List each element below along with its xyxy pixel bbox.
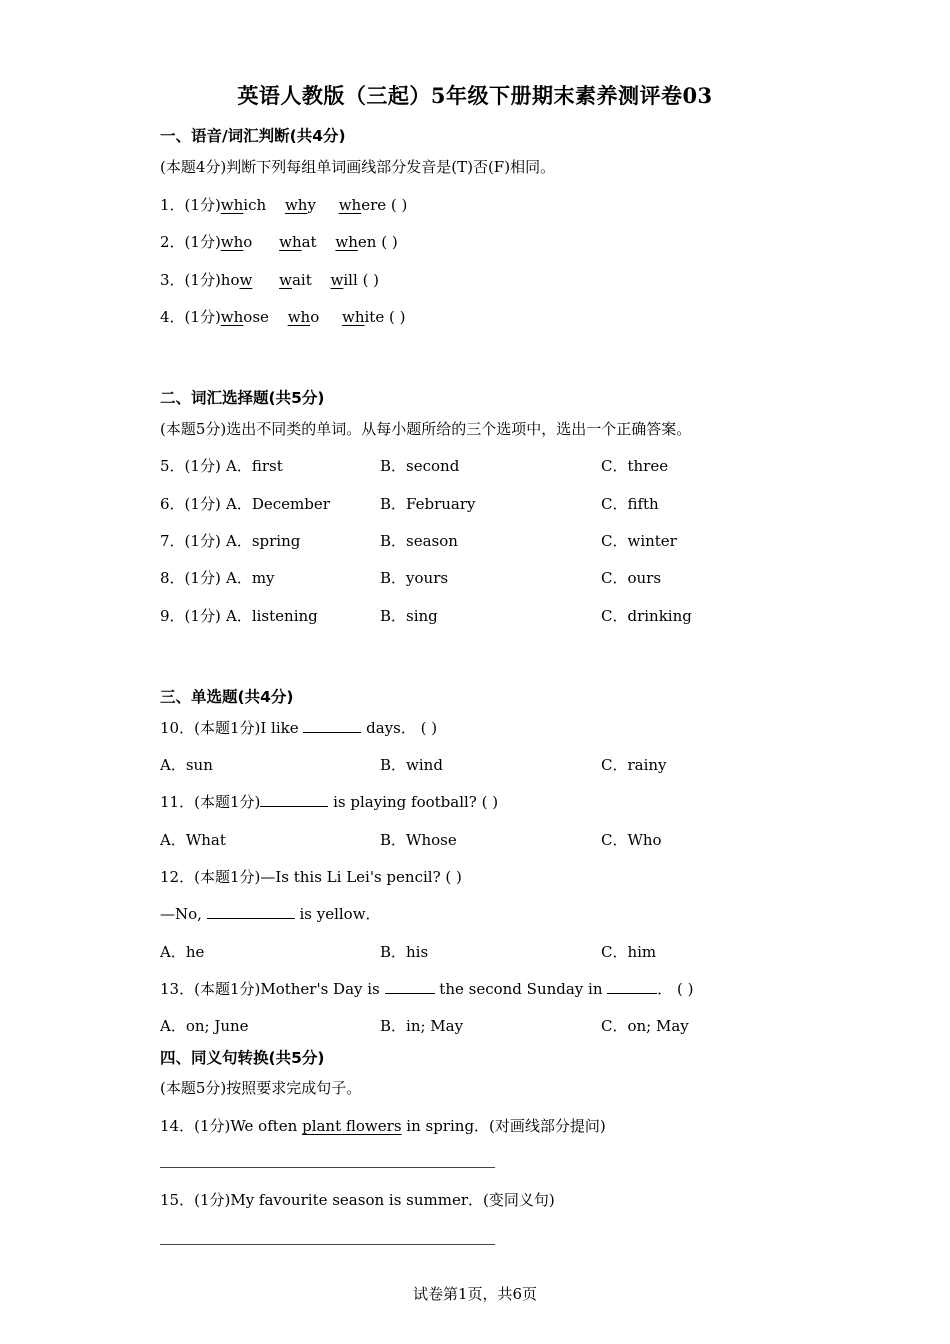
question-11: 11．(本题1分) is playing football? ( ) <box>160 793 499 811</box>
option-a[interactable]: A．spring <box>226 532 301 550</box>
option-c[interactable]: C．on; May <box>601 1017 689 1035</box>
page-title: 英语人教版（三起）5年级下册期末素养测评卷03 <box>237 83 713 108</box>
option-a[interactable]: A．first <box>226 457 283 475</box>
option-b[interactable]: B．season <box>380 532 458 550</box>
question-7: 7．(1分) <box>160 532 221 550</box>
answer-paren[interactable]: ( ) <box>390 196 408 214</box>
section-2-instruction: (本题5分)选出不同类的单词。从每小题所给的三个选项中，选出一个正确答案。 <box>160 420 692 438</box>
section-2-heading: 二、词汇选择题(共5分) <box>160 389 325 407</box>
option-c[interactable]: C．fifth <box>601 495 659 513</box>
question-4: 4．(1分)whose who white ( ) <box>160 308 406 326</box>
answer-paren[interactable]: ( ) <box>362 271 380 289</box>
option-c[interactable]: C．three <box>601 457 669 475</box>
option-c[interactable]: C．Who <box>601 831 662 849</box>
question-15: 15．(1分)My favourite season is summer．(变同义句) <box>160 1191 555 1209</box>
option-c[interactable]: C．rainy <box>601 756 667 774</box>
answer-line[interactable] <box>160 1167 495 1168</box>
question-10: 10．(本题1分)I like days． ( ) <box>160 719 438 737</box>
question-6: 6．(1分) <box>160 495 221 513</box>
answer-paren[interactable]: ( ) <box>388 308 406 326</box>
option-a[interactable]: A．sun <box>160 756 213 774</box>
question-8: 8．(1分) <box>160 569 221 587</box>
question-5: 5．(1分) <box>160 457 221 475</box>
option-a[interactable]: A．What <box>160 831 226 849</box>
option-a[interactable]: A．my <box>226 569 275 587</box>
option-c[interactable]: C．ours <box>601 569 662 587</box>
option-c[interactable]: C．drinking <box>601 607 692 625</box>
option-b[interactable]: B．in; May <box>380 1017 464 1035</box>
section-4-instruction: (本题5分)按照要求完成句子。 <box>160 1079 362 1097</box>
option-a[interactable]: A．on; June <box>160 1017 249 1035</box>
question-13: 13．(本题1分)Mother's Day is the second Sunday in ． ( ) <box>160 980 694 998</box>
page-footer: 试卷第1页，共6页 <box>412 1285 538 1303</box>
fill-blank[interactable] <box>260 791 328 807</box>
option-c[interactable]: C．winter <box>601 532 677 550</box>
fill-blank[interactable] <box>607 978 657 994</box>
question-9: 9．(1分) <box>160 607 221 625</box>
option-b[interactable]: B．yours <box>380 569 449 587</box>
fill-blank[interactable] <box>385 978 435 994</box>
option-b[interactable]: B．Whose <box>380 831 457 849</box>
option-b[interactable]: B．wind <box>380 756 443 774</box>
question-12-line-2: —No, is yellow． <box>160 905 381 923</box>
question-14: 14．(1分)We often plant flowers in spring．(对画线部分提问) <box>160 1117 606 1135</box>
option-b[interactable]: B．second <box>380 457 460 475</box>
answer-paren[interactable]: ( ) <box>381 233 398 251</box>
section-3-heading: 三、单选题(共4分) <box>160 688 294 706</box>
fill-blank[interactable] <box>207 903 295 919</box>
section-1-heading: 一、语音/词汇判断(共4分) <box>160 127 346 145</box>
option-b[interactable]: B．his <box>380 943 429 961</box>
section-1-instruction: (本题4分)判断下列每组单词画线部分发音是(T)否(F)相同。 <box>160 158 556 176</box>
option-a[interactable]: A．he <box>160 943 205 961</box>
option-a[interactable]: A．December <box>226 495 330 513</box>
option-c[interactable]: C．him <box>601 943 657 961</box>
option-b[interactable]: B．February <box>380 495 476 513</box>
option-b[interactable]: B．sing <box>380 607 438 625</box>
option-a[interactable]: A．listening <box>226 607 318 625</box>
question-12: 12．(本题1分)—Is this Li Lei's pencil? ( ) <box>160 868 462 886</box>
question-2: 2．(1分)who what when ( ) <box>160 233 398 251</box>
question-1: 1．(1分)which why where ( ) <box>160 196 408 214</box>
section-4-heading: 四、同义句转换(共5分) <box>160 1049 325 1067</box>
fill-blank[interactable] <box>303 717 361 733</box>
answer-line[interactable] <box>160 1244 495 1245</box>
question-3: 3．(1分)how wait will ( ) <box>160 271 380 289</box>
